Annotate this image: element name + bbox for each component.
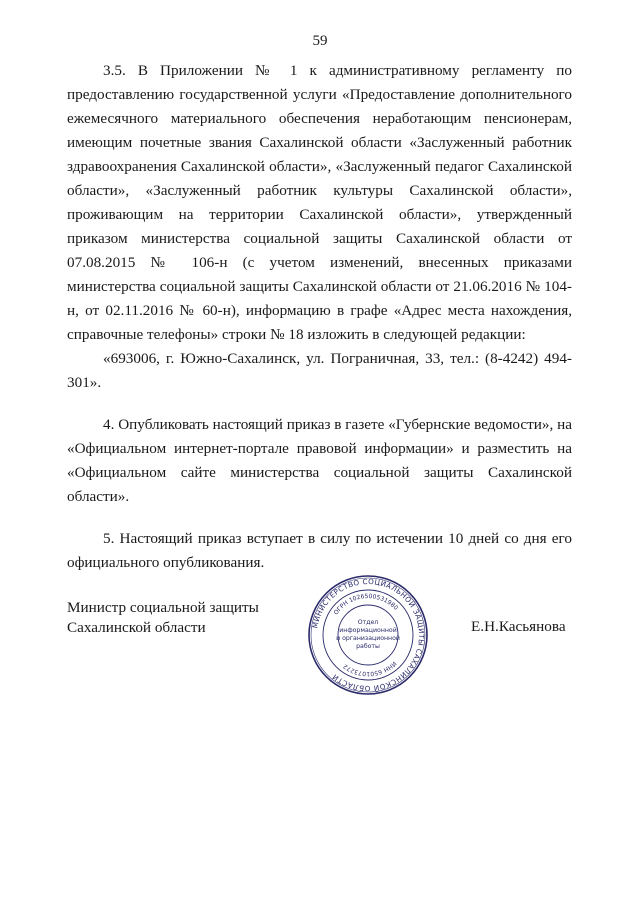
stamp-outer-text: МИНИСТЕРСТВО СОЦИАЛЬНОЙ ЗАЩИТЫ САХАЛИНСКОЙ ОБЛАСТИ [310, 576, 427, 694]
stamp-center-line-2: информационной [339, 627, 397, 634]
paragraph-4: 4. Опубликовать настоящий приказ в газете «Губернские ведомости», на «Официальном интернет-портале правовой информации» и разместить на «Официальном сайте министерства социальной защиты Сахалинской области». [67, 416, 572, 505]
stamp-center-line-3: и организационной [336, 635, 400, 642]
paragraph-3-5: 3.5. В Приложении № 1 к административному регламенту по предоставлению государственной услуги «Предоставление дополнительного ежемесячного материального обеспечения неработающим пенсионерам, имеющим почетные звания Сахалинской области «Заслуженный работник здравоохранения Сахалинской области», «Заслуженный педагог Сахалинской области», «Заслуженный работник культуры Сахалинской области», проживающим на территории Сахалинской области», утвержденный приказом министерства социальной защиты Сахалинской области от 07.08.2015 № 106-н (с учетом изменений, внесенных приказами министерства социальной защиты Сахалинской области от 21.06.2016 № 104-н, от 02.11.2016 № 60-н), информацию в графе «Адрес места нахождения, справочные телефоны» строки № 18 изложить в следующей редакции: [67, 62, 572, 343]
official-stamp [307, 574, 429, 696]
signer-name: Е.Н.Касьянова [471, 618, 566, 635]
stamp-center-line-1: Отдел [357, 619, 379, 626]
signer-title-line-2: Сахалинской области [67, 619, 206, 636]
stamp-center-line-4: работы [356, 643, 380, 650]
stamp-inn: ИНН 6501073272 [342, 659, 398, 678]
page-number: 59 [312, 33, 328, 49]
signer-title-line-1: Министр социальной защиты [67, 599, 259, 616]
paragraph-address: «693006, г. Южно-Сахалинск, ул. Пограничная, 33, тел.: (8-4242) 494-301». [67, 350, 572, 391]
document-body [67, 59, 572, 581]
paragraph-5: 5. Настоящий приказ вступает в силу по истечении 10 дней со дня его официального опубликования. [67, 530, 572, 571]
signer-title [67, 598, 259, 638]
stamp-ogrn: ОГРН 1026500531980 [332, 592, 400, 617]
